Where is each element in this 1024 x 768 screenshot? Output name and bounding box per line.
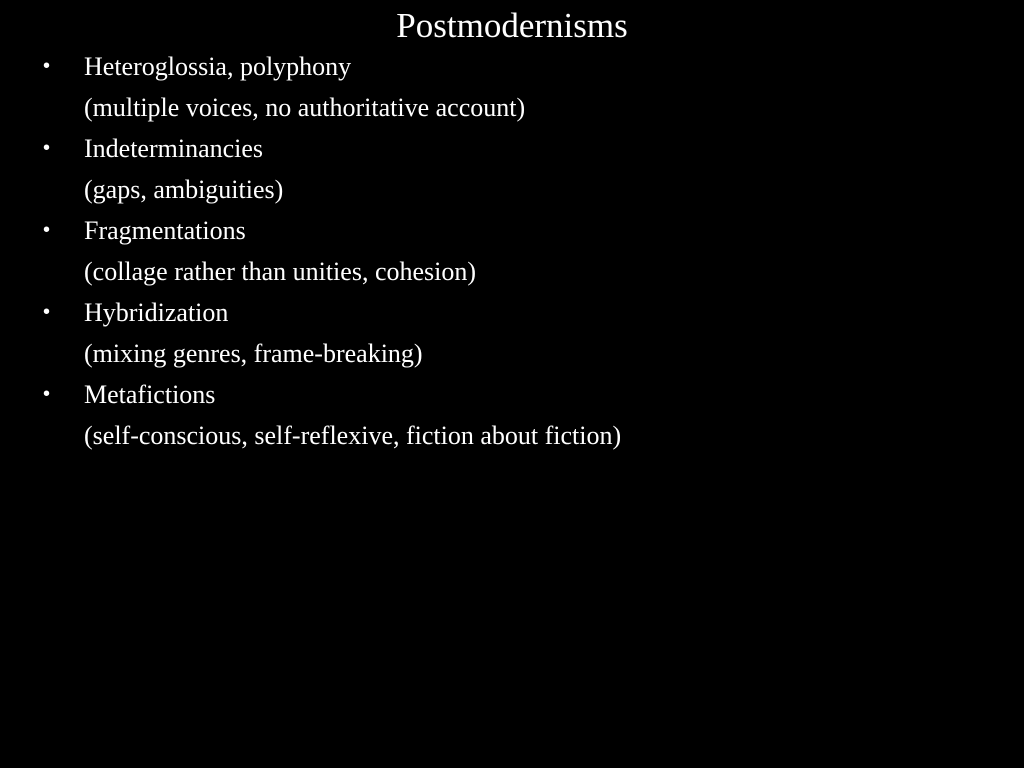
list-item (0, 374, 1024, 456)
bullet-icon: • (43, 301, 51, 323)
bullet-icon: • (43, 137, 51, 159)
bullet-line (0, 210, 1024, 251)
bullet-icon: • (43, 219, 51, 241)
bullet-detail: (gaps, ambiguities) (84, 175, 284, 204)
bullet-heading: Heteroglossia, polyphony (84, 52, 352, 81)
list-item (0, 46, 1024, 128)
list-item (0, 210, 1024, 292)
detail-line (0, 415, 1024, 456)
bullet-line (0, 374, 1024, 415)
bullet-detail: (self-conscious, self-reflexive, fiction about fiction) (84, 421, 622, 450)
bullet-icon: • (43, 383, 51, 405)
bullet-heading: Hybridization (84, 298, 229, 327)
detail-line (0, 251, 1024, 292)
bullet-line (0, 128, 1024, 169)
slide-title: Postmodernisms (396, 6, 628, 45)
detail-line (0, 87, 1024, 128)
bullet-line (0, 292, 1024, 333)
bullet-detail: (multiple voices, no authoritative account) (84, 93, 526, 122)
bullet-detail: (collage rather than unities, cohesion) (84, 257, 477, 286)
detail-line (0, 169, 1024, 210)
list-item (0, 128, 1024, 210)
bullet-heading: Indeterminancies (84, 134, 264, 163)
bullet-icon: • (43, 55, 51, 77)
bullet-heading: Fragmentations (84, 216, 246, 245)
bullet-heading: Metafictions (84, 380, 216, 409)
detail-line (0, 333, 1024, 374)
bullet-list (0, 46, 1024, 456)
bullet-line (0, 46, 1024, 87)
bullet-detail: (mixing genres, frame-breaking) (84, 339, 423, 368)
list-item (0, 292, 1024, 374)
